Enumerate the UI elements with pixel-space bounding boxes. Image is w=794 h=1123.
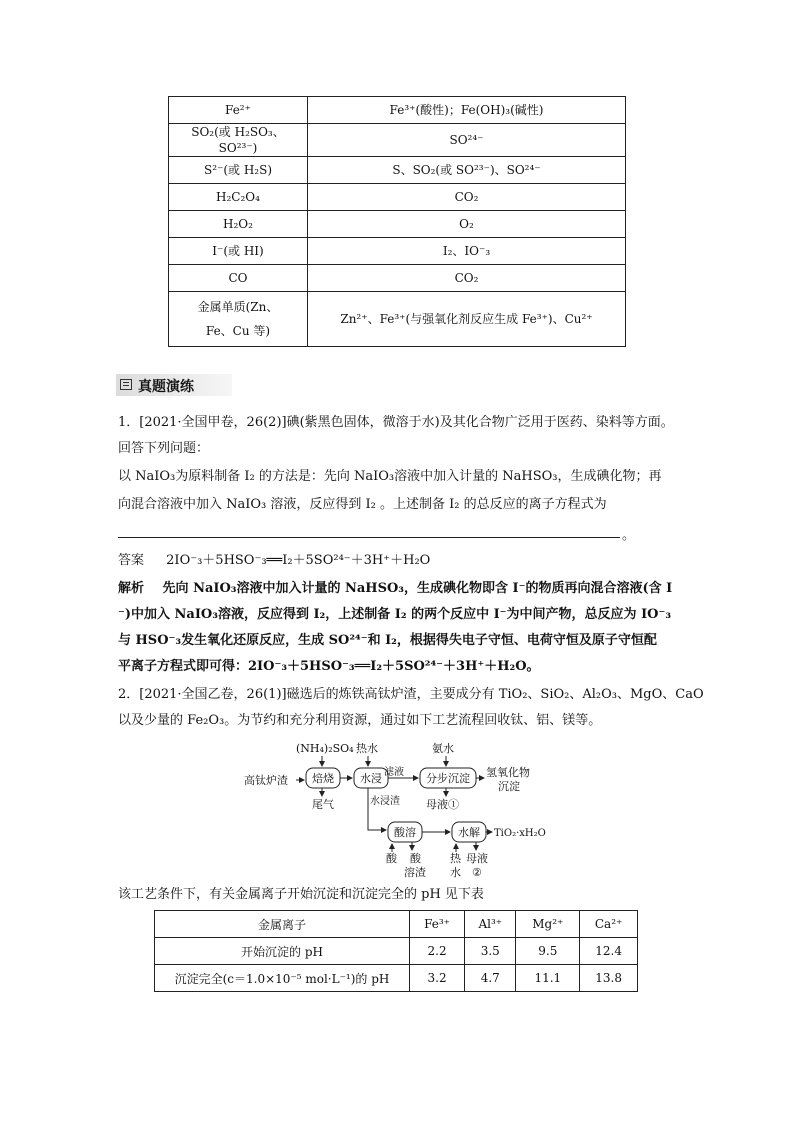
process-flow-diagram [240,738,570,878]
table-row [169,211,626,238]
table-row [155,938,638,965]
label-hot: 热 [450,852,461,865]
label-acid: 酸 [386,852,397,865]
table-cell: Zn²⁺、Fe³⁺(与强氧化剂反应生成 Fe³⁺)、Cu²⁺ [308,292,626,347]
analysis-line: 与 HSO⁻₃发生氧化还原反应，生成 SO²⁴⁻和 I₂，根据得失电子守恒、电荷守恒及原子守恒配 [118,633,657,648]
table-row [169,184,626,211]
table-header: Fe³⁺ [410,911,465,938]
redox-product-table [168,96,626,347]
answer-blank[interactable] [118,537,620,538]
table-row [169,292,626,347]
table-cell: CO₂ [308,184,626,211]
table-row [169,238,626,265]
analysis-line [118,580,688,598]
q2-line: 该工艺条件下，有关金属离子开始沉淀和沉淀完全的 pH 见下表 [118,887,484,902]
table-cell: 9.5 [516,938,580,965]
table-cell: S、SO₂(或 SO²³⁻)、SO²⁴⁻ [308,157,626,184]
answer-text: 2IO⁻₃＋5HSO⁻₃══I₂＋5SO²⁴⁻＋3H⁺＋H₂O [166,553,431,568]
table-row [155,965,638,992]
q2-line: 以及少量的 Fe₂O₃。为节约和充分利用资源，通过如下工艺流程回收钛、铝、镁等。 [118,713,602,728]
analysis-line: 平离子方程式即可得：2IO⁻₃＋5HSO⁻₃══I₂＋5SO²⁴⁻＋3H⁺＋H₂O。 [118,659,540,674]
step-label: 分步沉淀 [426,772,470,785]
table-row [155,911,638,938]
table-cell: H₂O₂ [169,211,308,238]
cell-line: Fe、Cu 等) [205,324,271,338]
table-cell: 开始沉淀的 pH [155,938,410,965]
table-row [169,157,626,184]
q1-line: 向混合溶液中加入 NaIO₃ 溶液，反应得到 I₂ 。上述制备 I₂ 的总反应的离子方程式为 [118,497,607,512]
section-title: 真题演练 [138,379,194,395]
label-reagent: 氨水 [432,742,454,755]
table-cell: 11.1 [516,965,580,992]
table-row [169,124,626,157]
analysis-text: 先向 NaIO₃溶液中加入计量的 NaHSO₃，生成碘化物即含 I⁻的物质再向混合溶液(含 I [162,581,673,596]
cell-line: 金属单质(Zn、 [197,300,279,314]
label-residue: 水浸渣 [370,796,400,807]
step-label: 水解 [458,826,480,839]
q2-line: 2．[2021·全国乙卷，26(1)]磁选后的炼铁高钛炉渣，主要成分有 TiO₂、SiO₂、Al₂O₃、MgO、CaO [118,687,704,702]
label-tailgas: 尾气 [312,798,334,811]
table-cell: CO₂ [308,265,626,292]
table-cell: 3.5 [465,938,516,965]
table-cell: 12.4 [580,938,638,965]
table-cell: SO²⁴⁻ [308,124,626,157]
section-header [116,374,232,396]
analysis-label: 解析 [118,581,145,596]
table-cell: 3.2 [410,965,465,992]
table-cell: 13.8 [580,965,638,992]
step-label: 水浸 [360,772,382,785]
table-cell: Fe²⁺ [169,97,308,124]
table-header: Ca²⁺ [580,911,638,938]
table-cell: S²⁻(或 H₂S) [169,157,308,184]
table-cell: 4.7 [465,965,516,992]
table-header: Mg²⁺ [516,911,580,938]
q1-line: 以 NaIO₃为原料制备 I₂ 的方法是：先向 NaIO₃溶液中加入计量的 NaHSO₃，生成碘化物；再 [118,469,662,484]
label-reagent: 热水 [356,742,378,755]
table-cell: Fe³⁺(酸性)；Fe(OH)₃(碱性) [308,97,626,124]
label-product: 氢氧化物 [486,766,530,779]
label-product: 沉淀 [498,780,520,793]
table-cell: H₂C₂O₄ [169,184,308,211]
ph-table [154,910,638,992]
table-cell: 2.2 [410,938,465,965]
label-filtrate: 滤液 [384,767,404,778]
step-label: 酸溶 [394,826,416,839]
table-cell: SO₂(或 H₂SO₃、SO²³⁻) [169,124,308,157]
analysis-line: ⁻)中加入 NaIO₃溶液，反应得到 I₂，上述制备 I₂ 的两个反应中 I⁻为中间产物，总反应为 IO⁻₃ [118,607,672,622]
table-cell: 沉淀完全(c＝1.0×10⁻⁵ mol·L⁻¹)的 pH [155,965,410,992]
table-cell: I₂、IO⁻₃ [308,238,626,265]
list-icon [120,379,132,390]
label-reagent: (NH₄)₂SO₄ [296,742,354,755]
label-mother: 母液① [426,798,459,811]
answer-label: 答案 [118,553,145,568]
table-cell: CO [169,265,308,292]
table-row [169,265,626,292]
label-acid-residue: 溶渣 [404,866,426,878]
answer-line [118,552,688,570]
table-header: 金属离子 [155,911,410,938]
label-mother2: ② [472,866,482,878]
label-hot: 水 [450,866,461,878]
table-cell: I⁻(或 HI) [169,238,308,265]
label-product: TiO₂·xH₂O [494,828,546,839]
q1-line: 1．[2021·全国甲卷，26(2)]碘(紫黑色固体，微溶于水)及其化合物广泛用于医药、染料等方面。 [118,415,674,430]
q1-line: 回答下列问题： [118,441,210,456]
blank-end: 。 [622,528,636,543]
table-header: Al³⁺ [465,911,516,938]
table-cell: O₂ [308,211,626,238]
label-acid-residue: 酸 [410,852,421,865]
label-raw: 高钛炉渣 [244,774,288,787]
step-label: 焙烧 [312,772,334,785]
table-cell [169,292,308,347]
label-mother2: 母液 [466,852,488,865]
table-row [169,97,626,124]
